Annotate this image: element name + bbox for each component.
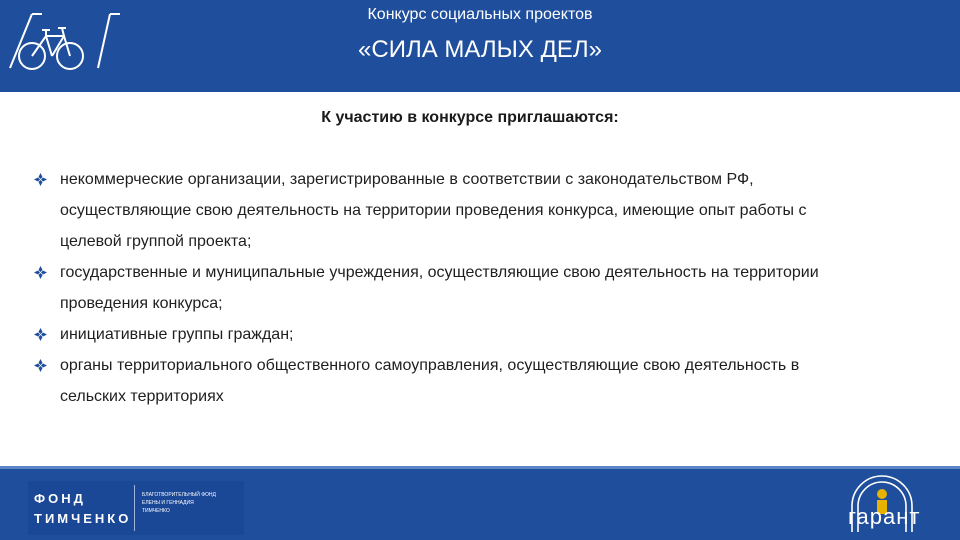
- list-line: проведения конкурса;: [60, 295, 223, 312]
- contest-title: «СИЛА МАЛЫХ ДЕЛ»: [358, 36, 602, 63]
- list-line: целевой группой проекта;: [60, 233, 252, 250]
- list-line: осуществляющие свою деятельность на территории проведения конкурса, имеющие опыт работы с: [60, 202, 807, 219]
- list-line: инициативные группы граждан;: [60, 326, 294, 343]
- fund-name-line: ТИМЧЕНКО: [34, 511, 132, 526]
- diamond-bullet-icon: [34, 266, 47, 279]
- diamond-bullet-icon: [34, 173, 47, 186]
- contest-label: Конкурс социальных проектов: [367, 6, 593, 23]
- header-banner: [0, 0, 960, 92]
- garant-logo-text: гарант: [848, 504, 921, 529]
- diamond-bullet-icon: [34, 328, 47, 341]
- list-item: [34, 350, 934, 412]
- participants-list: [34, 164, 934, 412]
- list-item: [34, 257, 934, 319]
- list-line: сельских территориях: [60, 388, 224, 405]
- fund-logo-divider: [134, 485, 135, 531]
- footer-banner: [0, 466, 960, 540]
- list-line: органы территориального общественного самоуправления, осуществляющие свою деятельность в: [60, 357, 800, 374]
- fund-description-line: БЛАГОТВОРИТЕЛЬНЫЙ ФОНД: [142, 492, 216, 498]
- list-line: государственные и муниципальные учреждения, осуществляющие свою деятельность на территории: [60, 264, 819, 281]
- page-subtitle: К участию в конкурсе приглашаются:: [321, 109, 619, 126]
- timchenko-fund-logo: [28, 481, 244, 535]
- list-line: некоммерческие организации, зарегистрированные в соответствии с законодательством РФ,: [60, 171, 754, 188]
- footer-divider: [0, 466, 960, 469]
- fund-description: [142, 491, 242, 515]
- fund-description-line: ТИМЧЕНКО: [142, 508, 170, 514]
- fund-description-line: ЕЛЕНЫ И ГЕННАДИЯ: [142, 500, 194, 506]
- list-item: [34, 164, 934, 257]
- list-item: [34, 319, 934, 350]
- diamond-bullet-icon: [34, 359, 47, 372]
- fund-name-line: ФОНД: [34, 491, 86, 506]
- fund-name: [34, 489, 130, 529]
